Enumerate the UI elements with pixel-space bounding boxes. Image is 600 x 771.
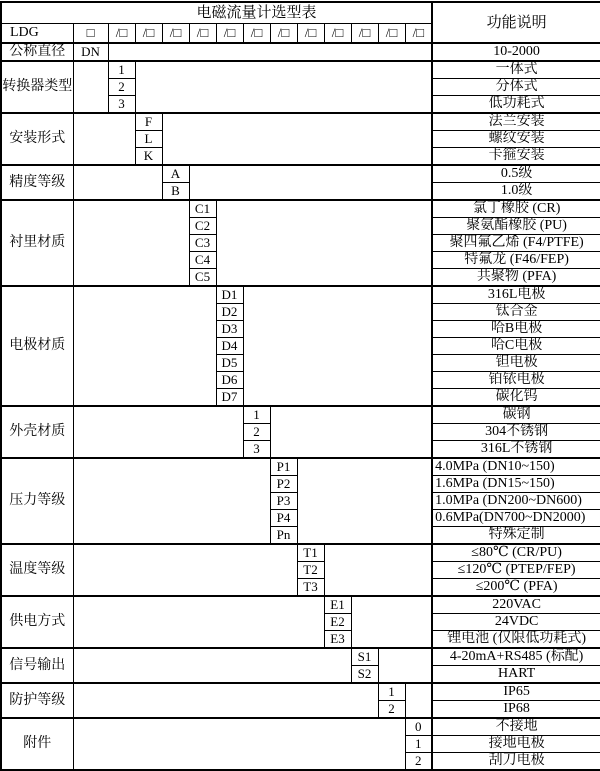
option-code-cell: 1 <box>378 683 405 701</box>
model-code-box: /□ <box>243 23 270 43</box>
option-desc-cell: 法兰安装 <box>432 113 600 131</box>
option-code-cell: T2 <box>297 562 324 579</box>
section-label: 衬里材质 <box>1 200 73 286</box>
option-code-cell: 2 <box>378 701 405 719</box>
gap-cell <box>73 683 378 718</box>
option-row <box>1 286 600 304</box>
option-desc-cell: 低功耗式 <box>432 96 600 114</box>
option-code-cell: P4 <box>270 510 297 527</box>
model-code-box: /□ <box>405 23 432 43</box>
option-desc-cell: 碳化钨 <box>432 389 600 407</box>
option-desc-cell: ≤120℃ (PTEP/FEP) <box>432 562 600 579</box>
option-desc-cell: 刮刀电极 <box>432 753 600 771</box>
option-desc-cell: 0.5级 <box>432 165 600 183</box>
option-code-cell: 2 <box>108 79 135 96</box>
gap-cell <box>189 165 432 200</box>
section-label: 外壳材质 <box>1 406 73 458</box>
gap-cell <box>108 43 432 61</box>
section-label: 安装形式 <box>1 113 73 165</box>
option-desc-cell: 接地电极 <box>432 736 600 753</box>
option-code-cell: DN <box>73 43 108 61</box>
option-desc-cell: ≤80℃ (CR/PU) <box>432 544 600 562</box>
option-code-cell: S2 <box>351 666 378 684</box>
option-desc-cell: 1.0级 <box>432 183 600 201</box>
option-desc-cell: 316L不锈钢 <box>432 441 600 459</box>
model-prefix-cell: LDG <box>1 23 73 43</box>
option-row <box>1 683 600 701</box>
section-label: 电极材质 <box>1 286 73 406</box>
option-code-cell: 1 <box>243 406 270 424</box>
option-code-cell: C2 <box>189 218 216 235</box>
option-desc-cell: 特殊定制 <box>432 527 600 545</box>
option-row <box>1 113 600 131</box>
model-code-box: /□ <box>216 23 243 43</box>
section-label: 公称直径 <box>1 43 73 61</box>
option-code-cell: D4 <box>216 338 243 355</box>
option-desc-cell: 碳钢 <box>432 406 600 424</box>
model-code-box: □ <box>73 23 108 43</box>
option-desc-cell: 10-2000 <box>432 43 600 61</box>
option-row <box>1 458 600 476</box>
option-desc-cell: 共聚物 (PFA) <box>432 269 600 287</box>
option-code-cell: 3 <box>108 96 135 114</box>
option-code-cell: P2 <box>270 476 297 493</box>
option-code-cell: 2 <box>405 753 432 771</box>
option-code-cell: D3 <box>216 321 243 338</box>
option-code-cell: 1 <box>108 61 135 79</box>
option-desc-cell: 聚四氟乙烯 (F4/PTFE) <box>432 235 600 252</box>
section-label: 温度等级 <box>1 544 73 596</box>
section-label: 附件 <box>1 718 73 770</box>
option-code-cell: P1 <box>270 458 297 476</box>
option-desc-cell: 卡箍安装 <box>432 148 600 166</box>
option-desc-cell: 4.0MPa (DN10~150) <box>432 458 600 476</box>
table-title: 电磁流量计选型表 <box>1 2 432 23</box>
option-code-cell: E1 <box>324 596 351 614</box>
option-desc-cell: 1.0MPa (DN200~DN600) <box>432 493 600 510</box>
option-desc-cell: 哈B电极 <box>432 321 600 338</box>
option-code-cell: F <box>135 113 162 131</box>
section-label: 压力等级 <box>1 458 73 544</box>
model-code-box: /□ <box>297 23 324 43</box>
option-row <box>1 596 600 614</box>
option-code-cell: D2 <box>216 304 243 321</box>
option-code-cell: C3 <box>189 235 216 252</box>
option-desc-cell: 220VAC <box>432 596 600 614</box>
option-desc-cell: 钛合金 <box>432 304 600 321</box>
gap-cell <box>324 544 432 596</box>
option-row <box>1 200 600 218</box>
model-code-box: /□ <box>162 23 189 43</box>
option-desc-cell: 锂电池 (仅限低功耗式) <box>432 631 600 649</box>
gap-cell <box>351 596 432 648</box>
option-code-cell: T1 <box>297 544 324 562</box>
gap-cell <box>73 165 162 200</box>
gap-cell <box>162 113 432 165</box>
option-desc-cell: 316L电极 <box>432 286 600 304</box>
option-desc-cell: 聚氨酯橡胶 (PU) <box>432 218 600 235</box>
function-column-header: 功能说明 <box>432 2 600 43</box>
option-row <box>1 406 600 424</box>
option-code-cell: K <box>135 148 162 166</box>
option-desc-cell: 氯丁橡胶 (CR) <box>432 200 600 218</box>
gap-cell <box>297 458 432 544</box>
option-desc-cell: 螺纹安装 <box>432 131 600 148</box>
option-code-cell: 0 <box>405 718 432 736</box>
option-desc-cell: 特氟龙 (F46/FEP) <box>432 252 600 269</box>
model-code-box: /□ <box>189 23 216 43</box>
option-desc-cell: 哈C电极 <box>432 338 600 355</box>
gap-cell <box>135 61 432 113</box>
option-code-cell: E3 <box>324 631 351 649</box>
option-code-cell: D7 <box>216 389 243 407</box>
option-desc-cell: 铂铱电极 <box>432 372 600 389</box>
model-code-box: /□ <box>324 23 351 43</box>
gap-cell <box>270 406 432 458</box>
option-code-cell: A <box>162 165 189 183</box>
option-code-cell: D6 <box>216 372 243 389</box>
option-code-cell: S1 <box>351 648 378 666</box>
model-code-box: /□ <box>351 23 378 43</box>
gap-cell <box>73 61 108 113</box>
gap-cell <box>73 596 324 648</box>
gap-cell <box>216 200 432 286</box>
option-desc-cell: 304不锈钢 <box>432 424 600 441</box>
option-code-cell: D1 <box>216 286 243 304</box>
option-code-cell: P3 <box>270 493 297 510</box>
header-row <box>1 2 600 23</box>
gap-cell <box>378 648 432 683</box>
option-desc-cell: IP68 <box>432 701 600 719</box>
gap-cell <box>243 286 432 406</box>
option-desc-cell: 不接地 <box>432 718 600 736</box>
option-code-cell: B <box>162 183 189 201</box>
section-label: 信号输出 <box>1 648 73 683</box>
model-code-box: /□ <box>378 23 405 43</box>
option-row <box>1 61 600 79</box>
gap-cell <box>73 406 243 458</box>
option-row <box>1 544 600 562</box>
option-desc-cell: HART <box>432 666 600 684</box>
option-code-cell: L <box>135 131 162 148</box>
option-desc-cell: 24VDC <box>432 614 600 631</box>
option-row <box>1 648 600 666</box>
option-row <box>1 165 600 183</box>
section-label: 防护等级 <box>1 683 73 718</box>
option-row <box>1 718 600 736</box>
gap-cell <box>73 718 405 770</box>
section-label: 供电方式 <box>1 596 73 648</box>
gap-cell <box>73 200 189 286</box>
gap-cell <box>73 458 270 544</box>
section-label: 精度等级 <box>1 165 73 200</box>
option-code-cell: 1 <box>405 736 432 753</box>
gap-cell <box>73 113 135 165</box>
gap-cell <box>73 544 297 596</box>
gap-cell <box>73 286 216 406</box>
option-desc-cell: 4-20mA+RS485 (标配) <box>432 648 600 666</box>
option-desc-cell: 1.6MPa (DN15~150) <box>432 476 600 493</box>
option-code-cell: C5 <box>189 269 216 287</box>
option-desc-cell: 钽电极 <box>432 355 600 372</box>
option-code-cell: T3 <box>297 579 324 597</box>
option-code-cell: C4 <box>189 252 216 269</box>
selection-table <box>0 1 600 771</box>
model-code-box: /□ <box>135 23 162 43</box>
option-desc-cell: ≤200℃ (PFA) <box>432 579 600 597</box>
gap-cell <box>73 648 351 683</box>
option-code-cell: E2 <box>324 614 351 631</box>
selection-table-body <box>1 2 600 770</box>
option-code-cell: C1 <box>189 200 216 218</box>
option-code-cell: 3 <box>243 441 270 459</box>
option-code-cell: D5 <box>216 355 243 372</box>
option-code-cell: Pn <box>270 527 297 545</box>
option-code-cell: 2 <box>243 424 270 441</box>
gap-cell <box>405 683 432 718</box>
model-code-box: /□ <box>108 23 135 43</box>
option-desc-cell: 分体式 <box>432 79 600 96</box>
option-row <box>1 43 600 61</box>
option-desc-cell: 0.6MPa(DN700~DN2000) <box>432 510 600 527</box>
model-code-box: /□ <box>270 23 297 43</box>
option-desc-cell: 一体式 <box>432 61 600 79</box>
section-label: 转换器类型 <box>1 61 73 113</box>
option-desc-cell: IP65 <box>432 683 600 701</box>
